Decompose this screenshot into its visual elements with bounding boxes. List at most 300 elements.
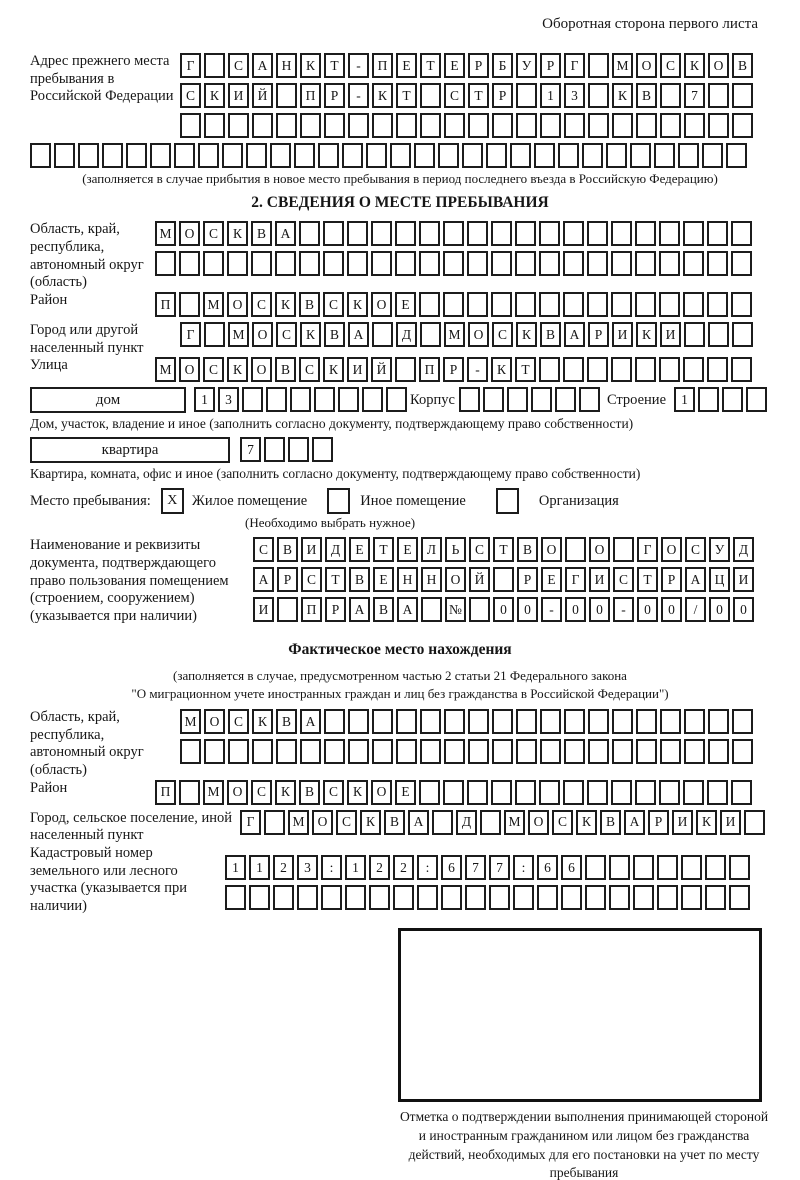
char-cell[interactable] [726, 143, 747, 168]
char-cell[interactable]: 7 [240, 437, 261, 462]
char-cell[interactable]: А [348, 322, 369, 347]
char-cell[interactable]: 0 [589, 597, 610, 622]
char-cell[interactable]: Р [661, 567, 682, 592]
char-cell[interactable]: В [732, 53, 753, 78]
char-cell[interactable] [657, 885, 678, 910]
char-cell[interactable] [372, 709, 393, 734]
char-cell[interactable] [659, 357, 680, 382]
char-cell[interactable] [540, 709, 561, 734]
char-cell[interactable] [444, 739, 465, 764]
char-cell[interactable] [678, 143, 699, 168]
char-cell[interactable]: А [685, 567, 706, 592]
char-cell[interactable] [314, 387, 335, 412]
char-cell[interactable] [565, 537, 586, 562]
char-cell[interactable] [30, 143, 51, 168]
char-cell[interactable] [155, 251, 176, 276]
char-cell[interactable] [731, 251, 752, 276]
char-cell[interactable] [467, 292, 488, 317]
char-cell[interactable]: К [227, 357, 248, 382]
char-cell[interactable]: О [312, 810, 333, 835]
char-cell[interactable] [611, 251, 632, 276]
char-cell[interactable] [516, 709, 537, 734]
char-cell[interactable] [324, 113, 345, 138]
char-cell[interactable]: Н [397, 567, 418, 592]
char-cell[interactable]: О [227, 780, 248, 805]
char-cell[interactable] [708, 739, 729, 764]
char-cell[interactable] [540, 739, 561, 764]
char-cell[interactable] [276, 83, 297, 108]
char-cell[interactable]: А [275, 221, 296, 246]
char-cell[interactable] [419, 780, 440, 805]
char-cell[interactable]: К [204, 83, 225, 108]
char-cell[interactable] [420, 739, 441, 764]
char-cell[interactable]: И [228, 83, 249, 108]
char-cell[interactable]: Д [456, 810, 477, 835]
char-cell[interactable]: - [541, 597, 562, 622]
char-cell[interactable] [432, 810, 453, 835]
char-cell[interactable]: О [204, 709, 225, 734]
char-cell[interactable] [561, 885, 582, 910]
char-cell[interactable] [660, 113, 681, 138]
char-cell[interactable] [126, 143, 147, 168]
char-cell[interactable]: С [323, 780, 344, 805]
char-cell[interactable]: Е [349, 537, 370, 562]
char-cell[interactable] [539, 221, 560, 246]
char-cell[interactable] [480, 810, 501, 835]
char-cell[interactable]: К [491, 357, 512, 382]
char-cell[interactable]: Д [325, 537, 346, 562]
char-cell[interactable] [102, 143, 123, 168]
char-cell[interactable] [299, 221, 320, 246]
char-cell[interactable] [491, 780, 512, 805]
char-cell[interactable] [174, 143, 195, 168]
char-cell[interactable] [659, 292, 680, 317]
char-cell[interactable] [588, 113, 609, 138]
char-cell[interactable]: Р [648, 810, 669, 835]
char-cell[interactable]: Р [277, 567, 298, 592]
char-cell[interactable]: О [589, 537, 610, 562]
char-cell[interactable] [362, 387, 383, 412]
char-cell[interactable] [198, 143, 219, 168]
char-cell[interactable]: К [612, 83, 633, 108]
char-cell[interactable]: Д [396, 322, 417, 347]
char-cell[interactable] [635, 221, 656, 246]
char-cell[interactable] [369, 885, 390, 910]
char-cell[interactable]: С [336, 810, 357, 835]
char-cell[interactable] [582, 143, 603, 168]
char-cell[interactable] [251, 251, 272, 276]
char-cell[interactable]: П [155, 780, 176, 805]
checkbox-zhiloe[interactable]: X [161, 488, 184, 514]
char-cell[interactable]: О [445, 567, 466, 592]
char-cell[interactable] [444, 113, 465, 138]
char-cell[interactable]: К [347, 780, 368, 805]
char-cell[interactable] [612, 739, 633, 764]
char-cell[interactable] [419, 251, 440, 276]
char-cell[interactable]: С [203, 221, 224, 246]
char-cell[interactable]: О [227, 292, 248, 317]
char-cell[interactable]: И [720, 810, 741, 835]
char-cell[interactable]: Р [325, 597, 346, 622]
char-cell[interactable] [683, 780, 704, 805]
char-cell[interactable] [588, 53, 609, 78]
char-cell[interactable] [179, 251, 200, 276]
checkbox-organizaciya[interactable] [496, 488, 519, 514]
char-cell[interactable] [681, 885, 702, 910]
char-cell[interactable] [180, 739, 201, 764]
char-cell[interactable] [443, 780, 464, 805]
char-cell[interactable] [420, 113, 441, 138]
char-cell[interactable] [587, 221, 608, 246]
char-cell[interactable] [276, 113, 297, 138]
char-cell[interactable]: К [252, 709, 273, 734]
char-cell[interactable]: А [564, 322, 585, 347]
char-cell[interactable] [372, 113, 393, 138]
char-cell[interactable] [204, 53, 225, 78]
char-cell[interactable] [732, 709, 753, 734]
char-cell[interactable]: И [253, 597, 274, 622]
char-cell[interactable]: С [469, 537, 490, 562]
char-cell[interactable] [222, 143, 243, 168]
char-cell[interactable] [635, 292, 656, 317]
char-cell[interactable]: 3 [297, 855, 318, 880]
char-cell[interactable] [277, 597, 298, 622]
char-cell[interactable]: С [685, 537, 706, 562]
char-cell[interactable]: О [371, 780, 392, 805]
char-cell[interactable]: С [180, 83, 201, 108]
char-cell[interactable] [708, 322, 729, 347]
char-cell[interactable]: К [300, 322, 321, 347]
char-cell[interactable] [489, 885, 510, 910]
char-cell[interactable] [467, 780, 488, 805]
char-cell[interactable] [540, 113, 561, 138]
char-cell[interactable] [465, 885, 486, 910]
char-cell[interactable] [270, 143, 291, 168]
char-cell[interactable]: 7 [489, 855, 510, 880]
char-cell[interactable] [732, 83, 753, 108]
char-cell[interactable]: Б [492, 53, 513, 78]
char-cell[interactable]: № [445, 597, 466, 622]
char-cell[interactable]: А [252, 53, 273, 78]
char-cell[interactable] [348, 113, 369, 138]
char-cell[interactable] [290, 387, 311, 412]
char-cell[interactable] [731, 357, 752, 382]
char-cell[interactable] [324, 739, 345, 764]
char-cell[interactable]: К [347, 292, 368, 317]
char-cell[interactable]: - [467, 357, 488, 382]
char-cell[interactable] [443, 221, 464, 246]
char-cell[interactable] [516, 83, 537, 108]
char-cell[interactable] [438, 143, 459, 168]
char-cell[interactable] [492, 709, 513, 734]
char-cell[interactable]: Р [468, 53, 489, 78]
char-cell[interactable]: Е [397, 537, 418, 562]
char-cell[interactable] [659, 780, 680, 805]
char-cell[interactable] [491, 292, 512, 317]
char-cell[interactable]: П [419, 357, 440, 382]
char-cell[interactable]: Р [540, 53, 561, 78]
char-cell[interactable] [515, 221, 536, 246]
char-cell[interactable] [264, 437, 285, 462]
char-cell[interactable]: Н [421, 567, 442, 592]
char-cell[interactable] [636, 709, 657, 734]
char-cell[interactable] [204, 739, 225, 764]
char-cell[interactable]: В [636, 83, 657, 108]
char-cell[interactable]: Ь [445, 537, 466, 562]
char-cell[interactable] [347, 221, 368, 246]
char-cell[interactable]: В [251, 221, 272, 246]
char-cell[interactable] [657, 855, 678, 880]
char-cell[interactable]: Й [371, 357, 392, 382]
char-cell[interactable]: В [277, 537, 298, 562]
char-cell[interactable] [483, 387, 504, 412]
char-cell[interactable] [150, 143, 171, 168]
char-cell[interactable] [294, 143, 315, 168]
char-cell[interactable] [323, 251, 344, 276]
char-cell[interactable]: 1 [674, 387, 695, 412]
char-cell[interactable] [633, 885, 654, 910]
char-cell[interactable]: М [203, 780, 224, 805]
char-cell[interactable] [722, 387, 743, 412]
char-cell[interactable]: 1 [249, 855, 270, 880]
char-cell[interactable] [444, 709, 465, 734]
char-cell[interactable] [78, 143, 99, 168]
char-cell[interactable]: К [323, 357, 344, 382]
char-cell[interactable] [324, 709, 345, 734]
char-cell[interactable] [659, 221, 680, 246]
char-cell[interactable]: И [733, 567, 754, 592]
char-cell[interactable] [705, 855, 726, 880]
char-cell[interactable]: М [444, 322, 465, 347]
char-cell[interactable] [273, 885, 294, 910]
char-cell[interactable] [635, 357, 656, 382]
char-cell[interactable] [558, 143, 579, 168]
char-cell[interactable]: Л [421, 537, 442, 562]
char-cell[interactable] [531, 387, 552, 412]
char-cell[interactable] [636, 739, 657, 764]
char-cell[interactable] [729, 885, 750, 910]
char-cell[interactable]: 1 [540, 83, 561, 108]
char-cell[interactable] [225, 885, 246, 910]
char-cell[interactable] [227, 251, 248, 276]
char-cell[interactable] [660, 739, 681, 764]
char-cell[interactable] [266, 387, 287, 412]
char-cell[interactable]: Е [396, 53, 417, 78]
char-cell[interactable]: А [253, 567, 274, 592]
char-cell[interactable]: Р [588, 322, 609, 347]
char-cell[interactable]: 1 [225, 855, 246, 880]
char-cell[interactable] [420, 709, 441, 734]
char-cell[interactable]: О [179, 357, 200, 382]
char-cell[interactable]: И [301, 537, 322, 562]
char-cell[interactable]: 0 [661, 597, 682, 622]
char-cell[interactable] [288, 437, 309, 462]
char-cell[interactable] [323, 221, 344, 246]
char-cell[interactable] [492, 739, 513, 764]
char-cell[interactable]: 2 [273, 855, 294, 880]
char-cell[interactable]: Р [443, 357, 464, 382]
char-cell[interactable]: О [371, 292, 392, 317]
char-cell[interactable]: В [373, 597, 394, 622]
char-cell[interactable]: В [324, 322, 345, 347]
char-cell[interactable] [555, 387, 576, 412]
char-cell[interactable]: Р [324, 83, 345, 108]
char-cell[interactable]: М [203, 292, 224, 317]
char-cell[interactable] [396, 739, 417, 764]
char-cell[interactable] [684, 739, 705, 764]
char-cell[interactable] [469, 597, 490, 622]
char-cell[interactable]: Р [492, 83, 513, 108]
char-cell[interactable] [459, 387, 480, 412]
char-cell[interactable]: Г [240, 810, 261, 835]
char-cell[interactable] [635, 251, 656, 276]
char-cell[interactable] [534, 143, 555, 168]
char-cell[interactable]: А [349, 597, 370, 622]
char-cell[interactable] [443, 292, 464, 317]
char-cell[interactable] [732, 739, 753, 764]
char-cell[interactable] [396, 113, 417, 138]
char-cell[interactable]: Т [396, 83, 417, 108]
char-cell[interactable] [345, 885, 366, 910]
char-cell[interactable] [312, 437, 333, 462]
char-cell[interactable] [492, 113, 513, 138]
char-cell[interactable]: О [252, 322, 273, 347]
char-cell[interactable] [515, 292, 536, 317]
char-cell[interactable]: О [636, 53, 657, 78]
char-cell[interactable]: Н [276, 53, 297, 78]
char-cell[interactable]: П [301, 597, 322, 622]
char-cell[interactable] [683, 292, 704, 317]
char-cell[interactable] [698, 387, 719, 412]
char-cell[interactable] [731, 221, 752, 246]
char-cell[interactable]: 0 [637, 597, 658, 622]
char-cell[interactable] [228, 739, 249, 764]
char-cell[interactable] [371, 221, 392, 246]
char-cell[interactable] [242, 387, 263, 412]
char-cell[interactable] [276, 739, 297, 764]
char-cell[interactable] [275, 251, 296, 276]
char-cell[interactable]: : [321, 855, 342, 880]
char-cell[interactable]: К [576, 810, 597, 835]
char-cell[interactable]: Й [469, 567, 490, 592]
char-cell[interactable]: 0 [493, 597, 514, 622]
char-cell[interactable] [579, 387, 600, 412]
char-cell[interactable]: И [612, 322, 633, 347]
char-cell[interactable]: А [397, 597, 418, 622]
char-cell[interactable] [507, 387, 528, 412]
char-cell[interactable] [708, 83, 729, 108]
char-cell[interactable]: Т [373, 537, 394, 562]
char-cell[interactable]: Д [733, 537, 754, 562]
char-cell[interactable] [491, 221, 512, 246]
char-cell[interactable] [246, 143, 267, 168]
char-cell[interactable] [654, 143, 675, 168]
char-cell[interactable] [513, 885, 534, 910]
char-cell[interactable] [342, 143, 363, 168]
char-cell[interactable] [563, 221, 584, 246]
char-cell[interactable] [204, 322, 225, 347]
char-cell[interactable] [633, 855, 654, 880]
char-cell[interactable]: С [323, 292, 344, 317]
char-cell[interactable]: 3 [218, 387, 239, 412]
char-cell[interactable] [611, 780, 632, 805]
char-cell[interactable] [612, 709, 633, 734]
char-cell[interactable] [587, 780, 608, 805]
char-cell[interactable] [249, 885, 270, 910]
char-cell[interactable]: И [672, 810, 693, 835]
char-cell[interactable] [372, 739, 393, 764]
char-cell[interactable] [732, 322, 753, 347]
char-cell[interactable]: Г [180, 53, 201, 78]
char-cell[interactable]: С [228, 709, 249, 734]
char-cell[interactable]: О [179, 221, 200, 246]
char-cell[interactable] [515, 780, 536, 805]
char-cell[interactable] [732, 113, 753, 138]
char-cell[interactable]: Е [444, 53, 465, 78]
char-cell[interactable] [180, 113, 201, 138]
char-cell[interactable] [630, 143, 651, 168]
char-cell[interactable]: К [684, 53, 705, 78]
char-cell[interactable] [252, 739, 273, 764]
char-cell[interactable]: - [613, 597, 634, 622]
char-cell[interactable] [588, 83, 609, 108]
char-cell[interactable]: Т [325, 567, 346, 592]
char-cell[interactable]: К [372, 83, 393, 108]
char-cell[interactable]: 6 [537, 855, 558, 880]
char-cell[interactable] [299, 251, 320, 276]
char-cell[interactable]: Р [517, 567, 538, 592]
char-cell[interactable] [420, 322, 441, 347]
char-cell[interactable]: 1 [194, 387, 215, 412]
char-cell[interactable]: С [444, 83, 465, 108]
char-cell[interactable] [179, 780, 200, 805]
char-cell[interactable]: Т [493, 537, 514, 562]
char-cell[interactable]: И [660, 322, 681, 347]
char-cell[interactable] [468, 113, 489, 138]
char-cell[interactable]: В [349, 567, 370, 592]
char-cell[interactable] [252, 113, 273, 138]
char-cell[interactable] [563, 780, 584, 805]
char-cell[interactable]: 7 [465, 855, 486, 880]
char-cell[interactable] [297, 885, 318, 910]
char-cell[interactable] [606, 143, 627, 168]
char-cell[interactable]: Г [564, 53, 585, 78]
char-cell[interactable] [515, 251, 536, 276]
char-cell[interactable]: Т [420, 53, 441, 78]
char-cell[interactable] [338, 387, 359, 412]
char-cell[interactable]: : [513, 855, 534, 880]
char-cell[interactable] [348, 739, 369, 764]
char-cell[interactable] [702, 143, 723, 168]
char-cell[interactable]: 3 [564, 83, 585, 108]
char-cell[interactable] [516, 739, 537, 764]
char-cell[interactable]: Г [180, 322, 201, 347]
char-cell[interactable] [516, 113, 537, 138]
char-cell[interactable]: В [384, 810, 405, 835]
char-cell[interactable]: Е [373, 567, 394, 592]
char-cell[interactable] [420, 83, 441, 108]
char-cell[interactable]: 2 [393, 855, 414, 880]
char-cell[interactable]: 2 [369, 855, 390, 880]
char-cell[interactable]: С [251, 780, 272, 805]
char-cell[interactable] [729, 855, 750, 880]
char-cell[interactable]: Т [515, 357, 536, 382]
char-cell[interactable]: 6 [441, 855, 462, 880]
char-cell[interactable]: Е [541, 567, 562, 592]
char-cell[interactable] [468, 709, 489, 734]
char-cell[interactable] [348, 709, 369, 734]
char-cell[interactable] [585, 885, 606, 910]
